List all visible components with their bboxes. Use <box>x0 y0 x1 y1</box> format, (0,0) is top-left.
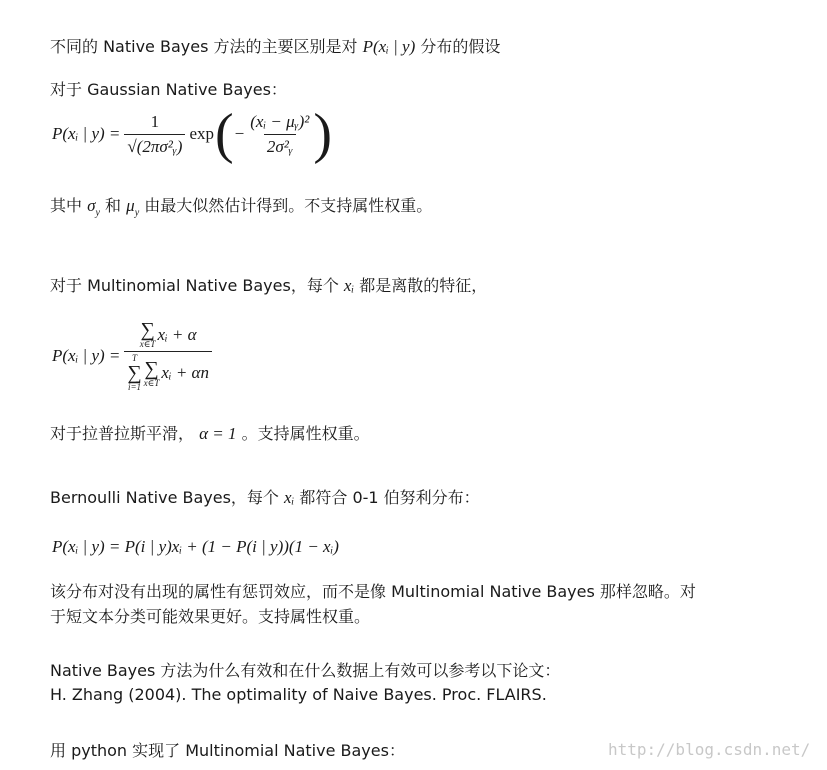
sum-symbol: ∑ x∈T <box>139 319 156 349</box>
laplace-b: 。支持属性权重。 <box>241 424 370 443</box>
bernoulli-heading <box>50 485 480 508</box>
sigma-symbol: $\sigma_y$ <box>87 196 100 219</box>
gaussian-note <box>50 193 432 218</box>
bernoulli-note-2: 于短文本分类可能效果更好。支持属性权重。 <box>50 607 371 626</box>
multinomial-heading-b: 都是离散的特征， <box>359 276 488 295</box>
gaussian-formula <box>52 103 332 165</box>
bernoulli-formula: P(xᵢ | y) = P(i | y)xᵢ + (1 − P(i | y))(1 − xᵢ) <box>52 537 339 556</box>
multinomial-den: T ∑ i=1 ∑ x∈T xᵢ + αn <box>124 351 212 392</box>
gaussian-inner-den: 2σ²ᵧ <box>264 134 296 157</box>
multinomial-fraction <box>124 320 212 392</box>
gaussian-minus: − <box>234 124 245 143</box>
gaussian-paren-open: ( <box>215 103 234 165</box>
laplace-line <box>50 421 370 444</box>
gaussian-note-a: 其中 <box>50 196 83 215</box>
watermark: http://blog.csdn.net/ <box>608 740 811 759</box>
multinomial-heading-a: 对于 Multinomial Native Bayes，每个 <box>50 276 339 295</box>
gaussian-num: 1 <box>150 111 160 131</box>
intro-suffix: 分布的假设 <box>420 37 501 56</box>
gaussian-inner-fraction <box>247 112 312 157</box>
gaussian-exp: exp <box>189 124 215 143</box>
intro-line <box>50 34 500 57</box>
intro-prefix: 不同的 Native Bayes 方法的主要区别是对 <box>50 37 358 56</box>
gaussian-fraction <box>124 112 185 157</box>
bernoulli-note-1: 该分布对没有出现的属性有惩罚效应，而不是像 Multinomial Native Bayes 那样忽略。对 <box>50 582 696 601</box>
intro-math: P(xᵢ | y) <box>362 37 416 56</box>
multinomial-formula <box>52 320 212 392</box>
gaussian-heading: 对于 Gaussian Native Bayes： <box>50 80 287 99</box>
sum-symbol: T ∑ i=1 <box>127 353 142 392</box>
multinomial-heading <box>50 273 487 296</box>
bernoulli-heading-b: 都符合 0-1 伯努利分布： <box>299 488 480 507</box>
reference-citation: H. Zhang (2004). The optimality of Naive Bayes. Proc. FLAIRS. <box>50 685 547 704</box>
bernoulli-x: xᵢ <box>284 488 295 507</box>
reference-intro: Native Bayes 方法为什么有效和在什么数据上有效可以参考以下论文： <box>50 661 561 680</box>
multinomial-lhs: P(xᵢ | y) = <box>52 346 121 365</box>
gaussian-note-b: 和 <box>105 196 122 215</box>
laplace-math: α = 1 <box>199 424 237 443</box>
multinomial-x: xᵢ <box>343 276 355 295</box>
mu-symbol: $\mu_y$ <box>126 196 140 219</box>
python-line: 用 python 实现了 Multinomial Native Bayes： <box>50 741 405 760</box>
sum-symbol: ∑ x∈T <box>143 357 160 388</box>
bernoulli-heading-a: Bernoulli Native Bayes，每个 <box>50 488 279 507</box>
gaussian-paren-close: ) <box>313 103 332 165</box>
gaussian-lhs: P(xᵢ | y) = <box>52 124 121 143</box>
gaussian-den: √(2πσ²ᵧ) <box>124 134 185 157</box>
gaussian-inner-num: (xᵢ − μᵧ)² <box>250 111 310 131</box>
gaussian-note-c: 由最大似然估计得到。不支持属性权重。 <box>144 196 433 215</box>
laplace-a: 对于拉普拉斯平滑， <box>50 424 195 443</box>
multinomial-num: ∑ x∈T xᵢ + α <box>139 319 197 349</box>
